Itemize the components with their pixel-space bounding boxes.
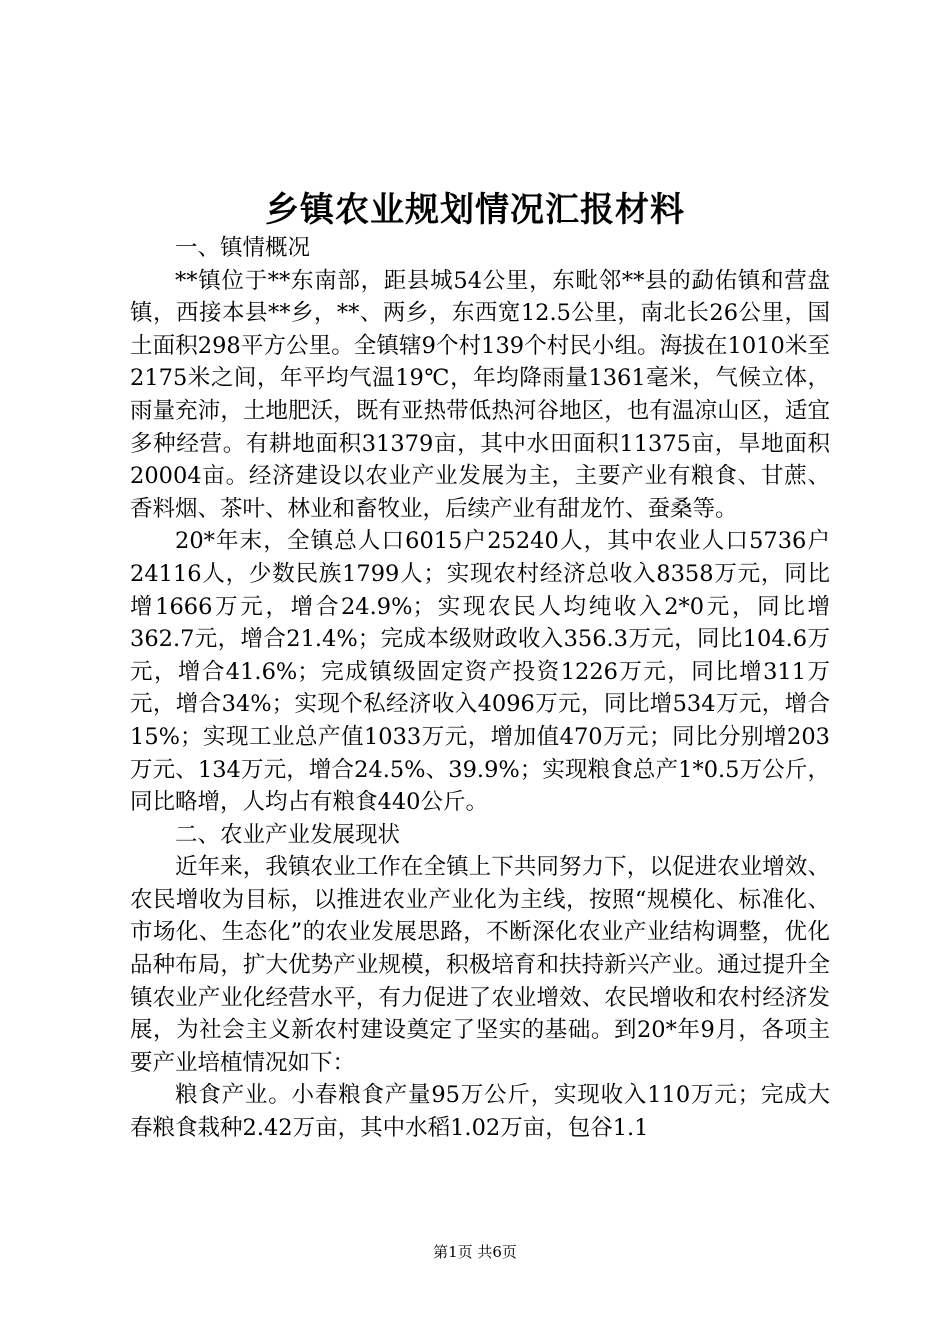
document-body: [130, 232, 830, 1145]
section-heading-overview: 一、镇情概况: [175, 235, 311, 261]
paragraph-overview: **镇位于**东南部，距县城54公里，东毗邻**县的勐佑镇和营盘镇，西接本县**乡，**、两乡，东西宽12.5公里，南北长26公里，国土面积298平方公里。全镇辖9个村139个村民小组。海拔在1010米至2175米之间，年平均气温19℃，年均降雨量1361毫米，气候立体，雨量充沛，土地肥沃，既有亚热带低热河谷地区，也有温凉山区，适宜多种经营。有耕地面积31379亩，其中水田面积11375亩，旱地面积20004亩。经济建设以农业产业发展为主，主要产业有粮食、甘蔗、香料烟、茶叶、林业和畜牧业，后续产业有甜龙竹、蚕桑等。: [130, 267, 830, 522]
section-heading-agriculture: 二、农业产业发展现状: [175, 821, 401, 848]
document-title: 乡镇农业规划情况汇报材料: [265, 190, 685, 230]
page-footer: 第1页 共6页: [433, 1243, 517, 1261]
paragraph-statistics: 20*年末，全镇总人口6015户25240人，其中农业人口5736户24116人，少数民族1799人；实现农村经济总收入8358万元，同比增1666万元，增合24.9%；实现农民人均纯收入2*0元，同比增362.7元，增合21.4%；完成本级财政收入356.3万元，同比104.6万元，增合41.6%；完成镇级固定资产投资1226万元，同比增311万元，增合34%；实现个私经济收入4096万元，同比增534万元，增合15%；实现工业总产值1033万元，增加值470万元；同比分别增203万元、134万元，增合24.5%、39.9%；实现粮食总产1*0.5万公斤，同比略增，人均占有粮食440公斤。: [130, 528, 830, 816]
paragraph-grain: 粮食产业。小春粮食产量95万公斤，实现收入110万元；完成大春粮食栽种2.42万亩，其中水稻1.02万亩，包谷1.1: [130, 1082, 830, 1142]
paragraph-agriculture: 近年来，我镇农业工作在全镇上下共同努力下，以促进农业增效、农民增收为目标，以推进农业产业化为主线，按照“规模化、标准化、市场化、生态化”的农业发展思路，不断深化农业产业结构调整，优化品种布局，扩大优势产业规模，积极培育和扶持新兴产业。通过提升全镇农业产业化经营水平，有力促进了农业增效、农民增收和农村经济发展，为社会主义新农村建设奠定了坚实的基础。到20*年9月，各项主要产业培植情况如下：: [130, 854, 830, 1076]
